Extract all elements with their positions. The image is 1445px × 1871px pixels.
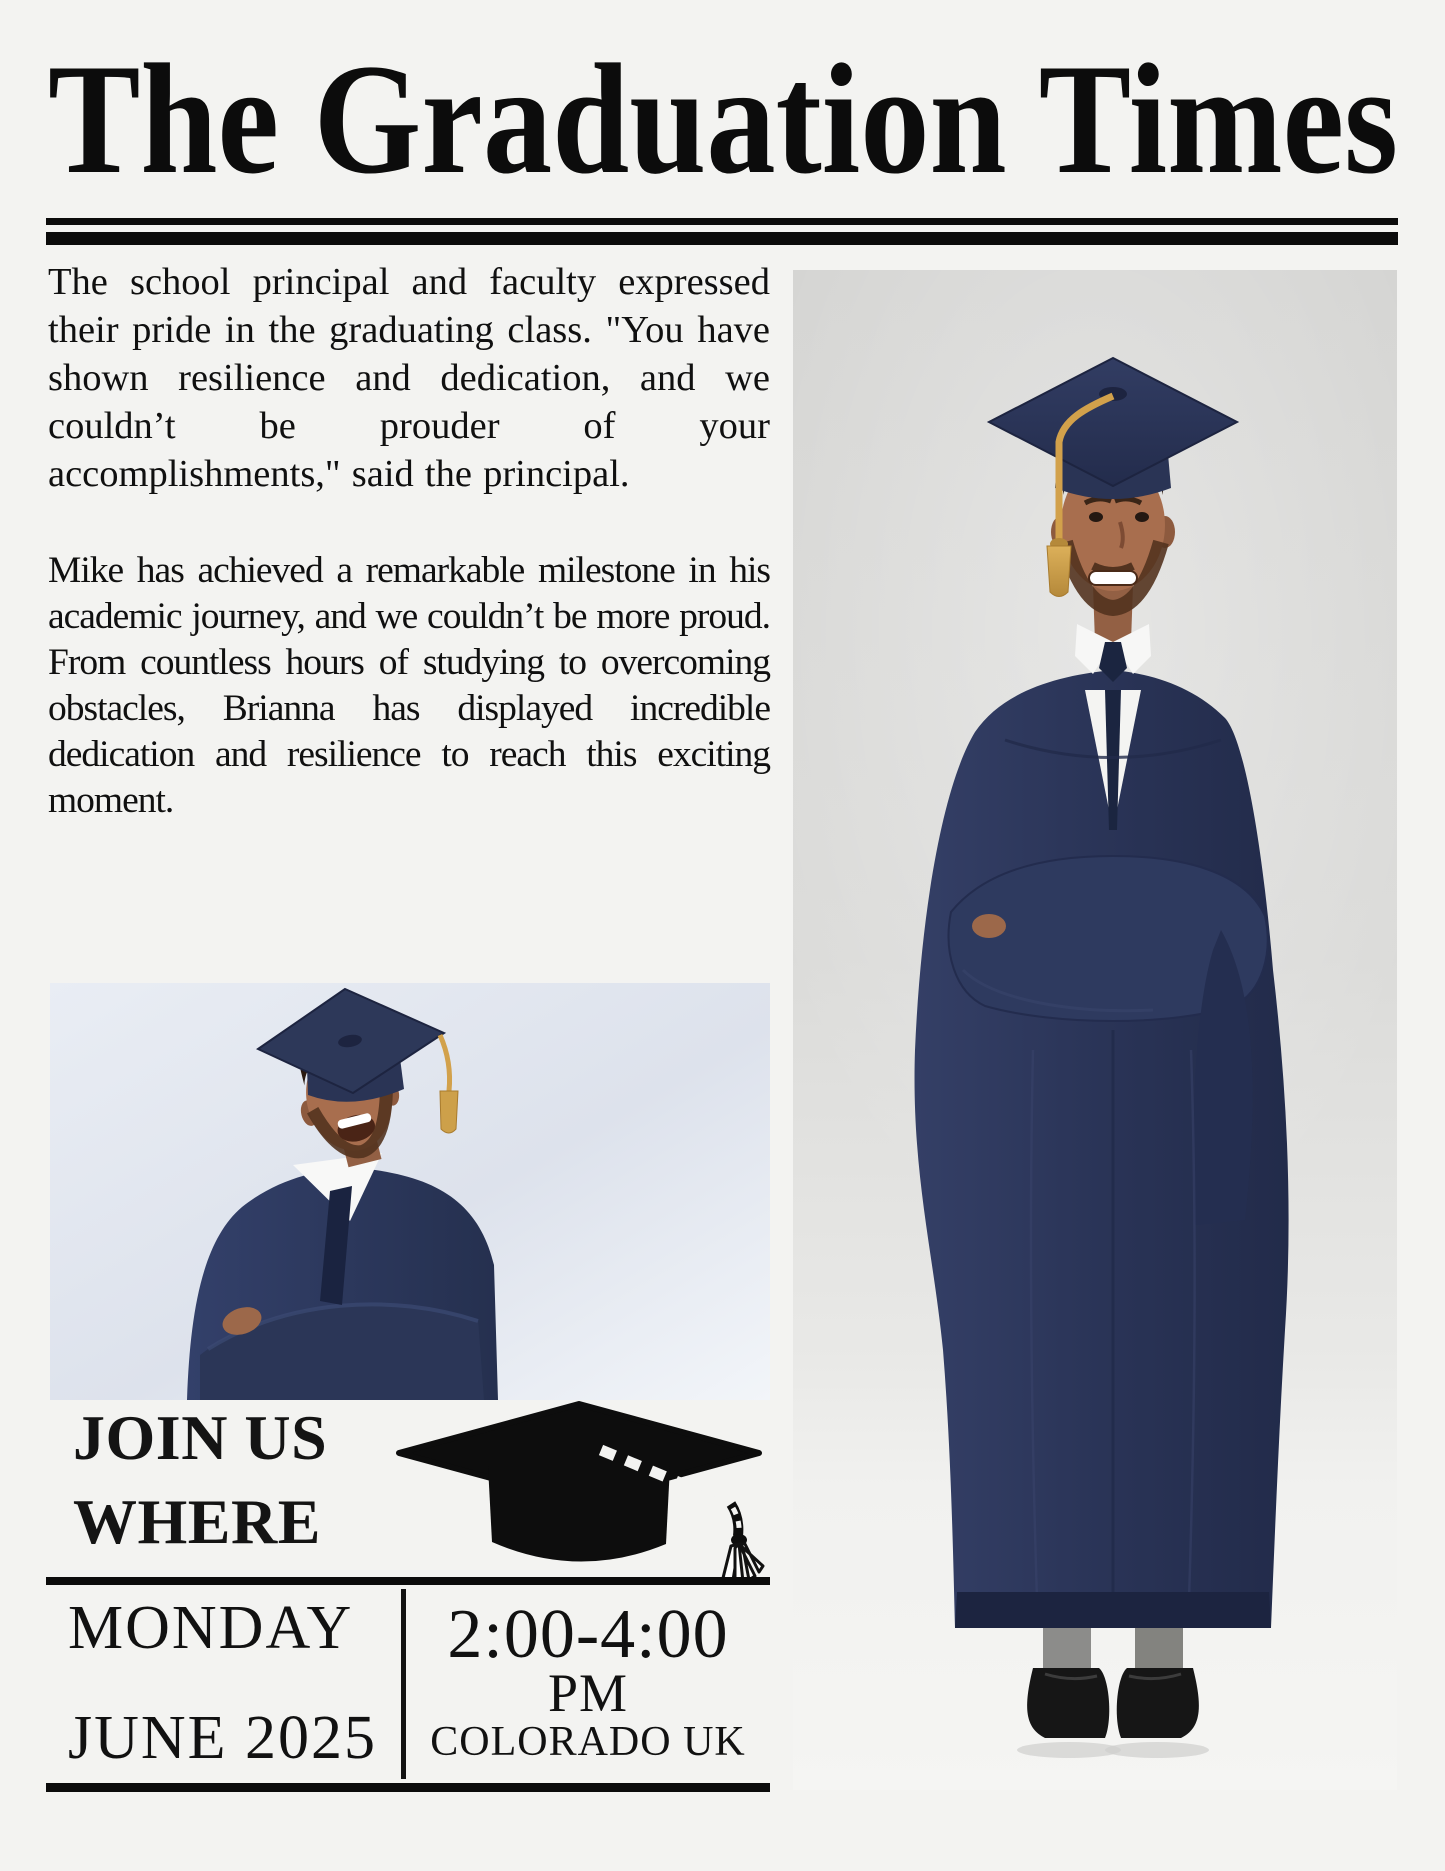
join-us-label: JOIN US (73, 1402, 328, 1473)
event-rule-top (46, 1577, 770, 1585)
masthead (0, 0, 1445, 230)
event-date: JUNE 2025 (68, 1704, 378, 1772)
event-meridiem: PM (547, 1663, 629, 1723)
graduation-cap-icon (393, 1396, 765, 1591)
masthead-rule-thick (46, 232, 1398, 245)
event-date-cell (46, 1589, 401, 1779)
page-title: The Graduation Times (48, 32, 1398, 207)
event-time-range: 2:00-4:00 (447, 1596, 729, 1673)
article-paragraph-milestone: Mike has achieved a remarkable milestone in his academic journey, and we couldn’t be more proud. From countless hours of studying to overcoming obstacles, Brianna has displayed incredible dedication and resilience to reach this exciting moment. (48, 550, 770, 821)
secondary-graduate-photo (50, 983, 770, 1400)
invitation-block (73, 1396, 413, 1564)
masthead-rule-thin (46, 218, 1398, 225)
where-label: WHERE (73, 1486, 321, 1557)
event-day: MONDAY (68, 1594, 354, 1662)
article-paragraph-principal-quote: The school principal and faculty expressed their pride in the graduating class. "You have shown resilience and dedication, and we couldn’t be prouder of your accomplishments," said the principal. (48, 261, 770, 495)
article-column (48, 258, 770, 824)
event-details-bar (46, 1589, 770, 1779)
event-location: COLORADO UK (430, 1719, 746, 1765)
main-graduate-photo (793, 270, 1397, 1790)
event-time-cell (401, 1589, 770, 1779)
event-rule-bottom (46, 1783, 770, 1792)
